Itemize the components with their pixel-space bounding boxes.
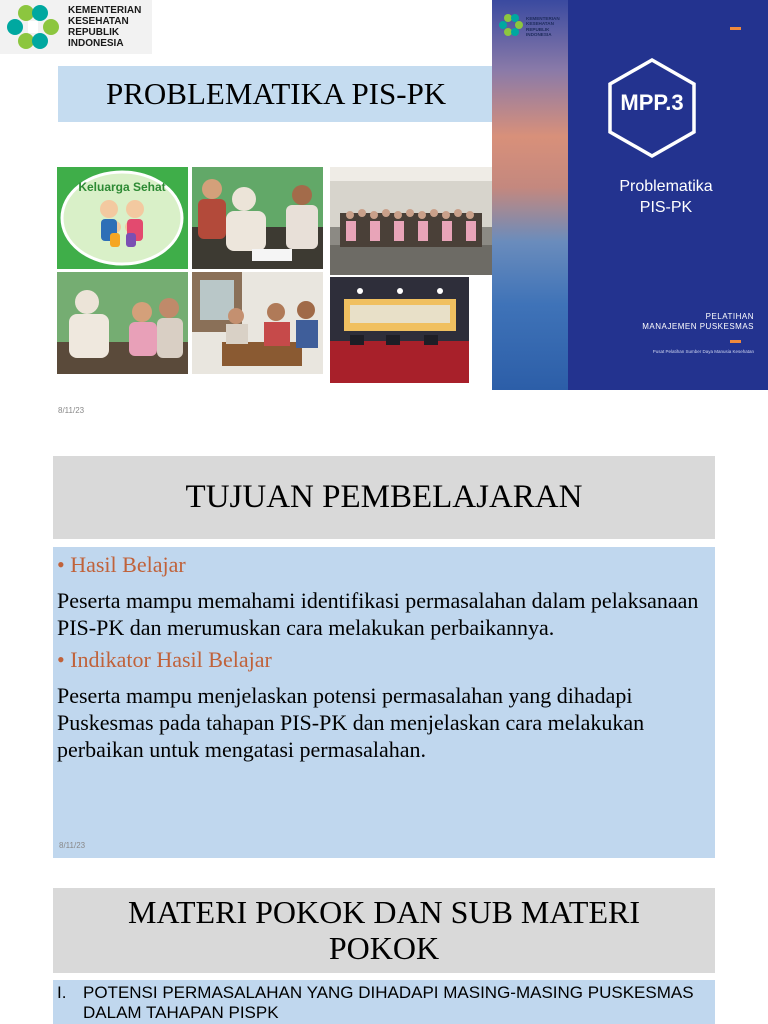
- cover-title-line-1: Problematika: [619, 178, 713, 195]
- cover-logo-line-4: INDONESIA: [526, 32, 552, 38]
- meeting-room-photo: [330, 277, 469, 383]
- slide-2-title: TUJUAN PEMBELAJARAN: [53, 456, 715, 539]
- kemenkes-logo: [0, 0, 152, 54]
- mpp3-book-cover: [492, 0, 768, 390]
- cover-logo-line-1: KEMENTERIAN: [526, 16, 560, 21]
- logo-line-4: INDONESIA: [68, 38, 124, 49]
- cover-logo-text: [526, 16, 560, 38]
- cover-footer: Pusat Pelatihan Sumber Daya Manusia Kesehatan: [652, 349, 754, 354]
- cover-pelatihan-line-2: MANAJEMEN PUSKESMAS: [642, 322, 754, 331]
- home-visit-photo-1: [192, 167, 323, 269]
- home-visit-photo-3: [192, 272, 323, 374]
- kemenkes-logo-icon: [4, 2, 62, 52]
- bullet-indikator-hasil-belajar: • Indikator Hasil Belajar: [57, 647, 272, 672]
- keluarga-sehat-caption: Keluarga Sehat: [78, 180, 166, 194]
- cover-gradient-strip: [492, 0, 568, 390]
- slide-3-title-line-2: POKOK: [328, 930, 440, 966]
- cover-logo-line-3: REPUBLIK: [526, 26, 550, 32]
- para-hasil-belajar: Peserta mampu memahami identifikasi permasalahan dalam pelaksanaan PIS-PK dan merumuskan cara melakukan perbaikannya.: [57, 588, 699, 640]
- keluarga-sehat-logo: [57, 167, 188, 269]
- logo-line-3: REPUBLIK: [68, 27, 120, 38]
- cover-title-line-2: PIS-PK: [639, 199, 693, 216]
- slide-3-title: [53, 888, 715, 973]
- slide-3-title-line-1: MATERI POKOK DAN SUB MATERI: [127, 894, 641, 930]
- slide-2-body: [53, 547, 715, 858]
- cover-kemenkes-logo-icon: [498, 12, 524, 38]
- list-item-number: I.: [57, 983, 67, 1002]
- cover-logo-line-2: KESEHATAN: [526, 21, 554, 27]
- slide-2-date: 8/11/23: [59, 841, 86, 850]
- logo-line-1: KEMENTERIAN: [68, 5, 142, 16]
- group-photo-hall: [330, 167, 492, 275]
- para-indikator-hasil-belajar: Peserta mampu menjelaskan potensi permasalahan yang dihadapi Puskesmas pada tahapan PIS-PK dan menjelaskan cara melakukan perbaikan untuk mengatasi permasalahan.: [57, 683, 645, 762]
- cover-title: [576, 176, 756, 218]
- slide-1-title: PROBLEMATIKA PIS-PK: [58, 66, 494, 122]
- bullet-hasil-belajar: • Hasil Belajar: [57, 552, 186, 577]
- cover-pelatihan-line-1: PELATIHAN: [705, 312, 754, 321]
- cover-pelatihan: [642, 312, 754, 332]
- logo-line-2: KESEHATAN: [68, 16, 129, 27]
- list-item: POTENSI PERMASALAHAN YANG DIHADAPI MASING-MASING PUSKESMAS DALAM TAHAPAN PISPK: [83, 983, 694, 1022]
- slide-1-date: 8/11/23: [58, 406, 85, 415]
- cover-top-accent-dash: [730, 27, 741, 30]
- slide-1: [0, 0, 768, 430]
- cover-module-code: MPP.3: [620, 90, 684, 115]
- slide-3-body: [53, 980, 715, 1024]
- kemenkes-logo-text: [68, 5, 141, 49]
- cover-bottom-accent-dash: [730, 340, 741, 343]
- home-visit-photo-2: [57, 272, 188, 374]
